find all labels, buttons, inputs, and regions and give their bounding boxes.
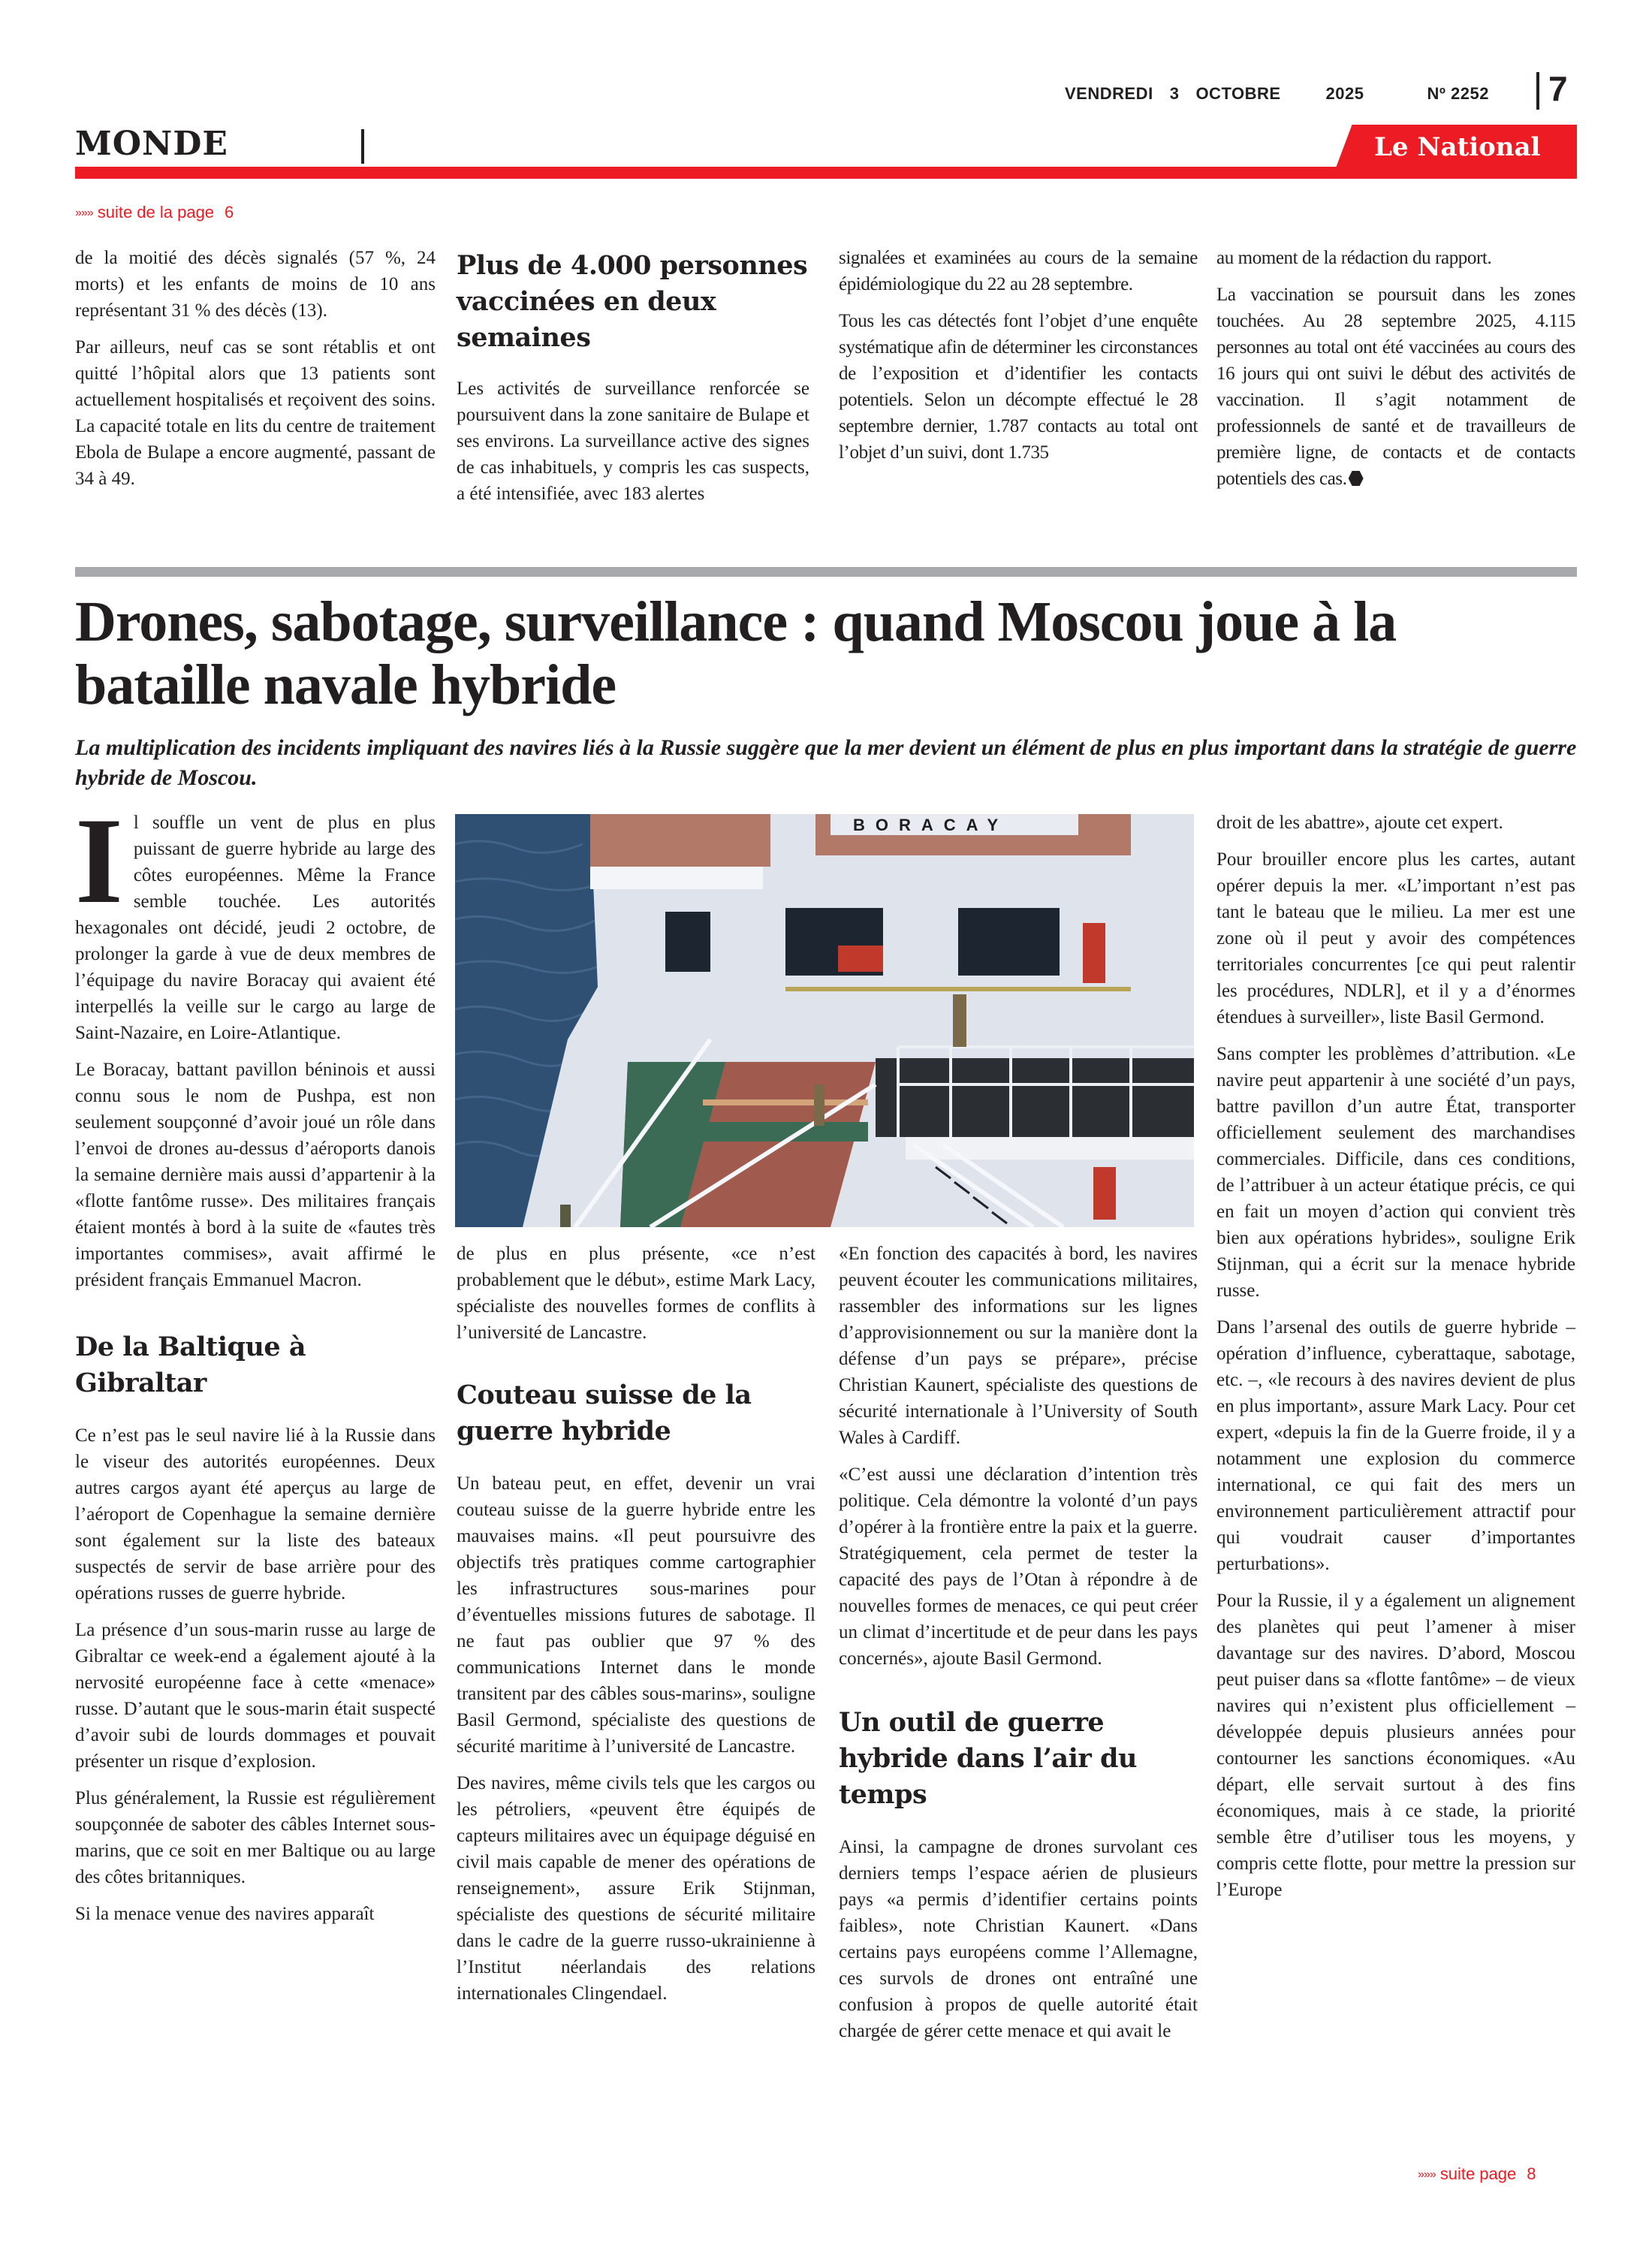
paragraph	[1216, 282, 1575, 492]
lead-paragraph	[75, 793, 436, 1046]
paragraph: Pour la Russie, il y a également un alignement des planètes qui peut l’amener à miser davantage sur des navires. D’abord, Moscou peut puiser dans sa «flotte fantôme» – de vieux navires qui n’existent plus officiellement – développée depuis plusieurs années pour contourner les sanctions économiques. «Au départ, elle servait surtout à des fins économiques, mais à ce stade, la priorité semble être d’utiliser tous les moyens, y compris cette flotte, pour mettre la pression sur l’Europe	[1216, 1591, 1575, 1900]
subheading: De la Baltique à Gibraltar	[75, 1332, 306, 1398]
paragraph: de la moitié des décès signalés (57 %, 24 morts) et les enfants de moins de 10 ans représentant 31 % des décès (13).	[75, 248, 436, 321]
paragraph: La présence d’un sous-marin russe au large de Gibraltar ce week-end a également ajouté à la nervosité européenne face à cette «menace» russe. D’autant que le sous-marin était suspecté d’avoir subi de lourds dommages et pouvait présenter un risque d’explosion.	[75, 1620, 436, 1772]
article-divider	[75, 567, 1577, 577]
paragraph: Sans compter les problèmes d’attribution. «Le navire peut appartenir à une société d’un pays, battre pavillon d’un autre État, transporter officiellement seulement des marchandises commerciales. Difficile, dans ces conditions, de l’attribuer à un acteur étatique précis, ce qui en fait un moyen d’action qui convient très bien aux opérations hybrides», souligne Erik Stijnman, qui a écrit sur la menace hybride russe.	[1216, 1044, 1575, 1301]
paragraph: Tous les cas détectés font l’objet d’une enquête systématique afin de déterminer les circonstances de l’exposition et d’identifier les contacts potentiels. Selon un décompte effectué le 28 septembre dernier, 1.787 contacts au total ont l’objet d’un suivi, dont 1.735	[839, 311, 1198, 463]
ship-deck-illustration	[455, 814, 1194, 1227]
paragraph: Si la menace venue des navires apparaît	[75, 1904, 375, 1924]
subheading: Un outil de guerre hybride dans l’air du temps	[839, 1707, 1137, 1810]
issue-number: Nº 2252	[1427, 84, 1489, 103]
paragraph: Plus généralement, la Russie est régulièrement soupçonnée de saboter des câbles Internet sous-marins, que ce soit en mer Baltique ou au large des côtes britanniques.	[75, 1788, 436, 1887]
ship-name-label: BORACAY	[853, 816, 1009, 834]
dateline-month: OCTOBRE	[1195, 84, 1281, 103]
prev-article-column-2	[457, 248, 809, 517]
dateline-year: 2025	[1325, 84, 1364, 103]
dateline-day: VENDREDI	[1065, 84, 1153, 103]
continuation-arrows-icon: »»»	[1418, 2168, 1436, 2181]
paragraph-text: La vaccination se poursuit dans les zones touchées. Au 28 septembre 2025, 4.115 personnes au total ont été vaccinées au cours des 16 jours qui ont suivi le début des activités de vaccination. Il s’agit notamment de professionnels de santé et de travailleurs de première ligne, de contacts et de contacts potentiels des cas.	[1216, 285, 1575, 489]
article-column-2	[457, 1241, 815, 2017]
article-photo	[455, 814, 1194, 1227]
paragraph: Par ailleurs, neuf cas se sont rétablis et ont quitté l’hôpital alors que 13 patients sont actuellement hospitalisés et reçoivent des soins. La capacité totale en lits du centre de traitement Ebola de Bulape a encore augmenté, passant de 34 à 49.	[75, 337, 436, 489]
paragraph: Des navires, même civils tels que les cargos ou les pétroliers, «peuvent être équipés de capteurs militaires avec un équipage déguisé en civil mais capable de mener des opérations de renseignement», assure Erik Stijnman, spécialiste des questions de sécurité militaire dans le cadre de la guerre russo-ukrainienne à l’Institut néerlandais des relations internationales Clingendael.	[457, 1773, 815, 2004]
continued-from-page: 6	[225, 203, 234, 222]
end-of-article-icon	[1349, 471, 1364, 486]
paragraph: Le Boracay, battant pavillon béninois et aussi connu sous le nom de Pushpa, est non seulement soupçonné d’avoir joué un rôle dans l’envoi de drones au-dessus d’aéroports danois la semaine dernière mais aussi d’appartenir à la «flotte fantôme russe». Des militaires français étaient montés à bord à la suite de «fautes très importantes commises», avait affirmé le président français Emmanuel Macron.	[75, 1060, 436, 1290]
paragraph: droit de les abattre», ajoute cet expert.	[1216, 813, 1503, 833]
section-title: MONDE	[75, 125, 228, 163]
dateline	[1065, 84, 1489, 104]
subheading: Couteau suisse de la guerre hybride	[457, 1380, 752, 1446]
prev-article-column-3	[839, 245, 1198, 476]
section-rule	[361, 129, 364, 164]
continued-to-page: 8	[1527, 2164, 1536, 2183]
paragraph: signalées et examinées au cours de la semaine épidémiologique du 22 au 28 septembre.	[839, 248, 1198, 294]
dateline-date: 3	[1169, 84, 1180, 103]
prev-article-column-1	[75, 245, 436, 502]
paragraph: «C’est aussi une déclaration d’intention très politique. Cela démontre la volonté d’un pays d’opérer à la frontière entre la paix et la guerre. Stratégiquement, cela permet de tester la capacité des pays de l’Otan à répondre à de nouvelles formes de menaces, ce qui peut créer un climat d’incertitude et de peur dans les pays concernés», ajoute Basil Germond.	[839, 1464, 1198, 1669]
paragraph: Ainsi, la campagne de drones survolant ces derniers temps l’espace aérien de plusieurs pays «a permis d’identifier certains points faibles», note Christian Kaunert. «Dans certains pays européens comme l’Allemagne, ces survols de drones ont entraîné une confusion à propos de quelle autorité était chargée de gérer cette menace et qui avait le	[839, 1837, 1198, 2041]
paragraph: Dans l’arsenal des outils de guerre hybride – opération d’influence, cyberattaque, sabotage, etc. –, «le recours à des navires devient de plus en plus important», assure Mark Lacy. Pour cet expert, «depuis la fin de la Guerre froide, il y a notamment une explosion du commerce international, ce qui fait des mers un environnement particulièrement attractif pour qui voudrait causer d’importantes perturbations».	[1216, 1317, 1575, 1574]
paragraph: Un bateau peut, en effet, devenir un vrai couteau suisse de la guerre hybride entre les mauvaises mains. «Il peut poursuivre des objectifs très pratiques comme cartographier les infrastructures sous-marines pour d’éventuelles missions futures de sabotage. Il ne faut pas oublier que 97 % des communications Internet dans le monde transitent par des câbles sous-marins», souligne Basil Germond, spécialiste des questions de sécurité maritime à l’université de Lancastre.	[457, 1473, 815, 1757]
article-column-4	[1216, 810, 1575, 1914]
lead-text: l souffle un vent de plus en plus puissant de guerre hybride au large des côtes européennes. Même la France semble touchée. Les autorités hexagonales ont décidé, jeudi 2 octobre, de prolonger la garde à vue de deux membres de l’équipage du navire Boracay qui avaient été interpellés la veille sur le cargo au large de Saint-Nazaire, en Loire-Atlantique.	[75, 813, 436, 1043]
continuation-arrows-icon: »»»	[75, 207, 93, 219]
paragraph: Les activités de surveillance renforcée se poursuivent dans la zone sanitaire de Bulape et ses environs. La surveillance active des signes de cas inhabituels, y compris les cas suspects, a été intensifiée, avec 183 alertes	[457, 379, 809, 504]
subheading: Plus de 4.000 personnes vaccinées en deux semaines	[457, 250, 808, 353]
paragraph: au moment de la rédaction du rapport.	[1216, 248, 1492, 268]
article-standfirst: La multiplication des incidents impliquant des navires liés à la Russie suggère que la mer devient un élément de plus en plus important dans la stratégie de guerre hybride de Moscou.	[75, 735, 1577, 790]
page-number-divider	[1536, 72, 1539, 110]
paragraph: «En fonction des capacités à bord, les navires peuvent écouter les communications militaires, rassembler des informations sur les lignes d’approvisionnement ou sur la manière dont la défense d’un pays se prépare», précise Christian Kaunert, spécialiste des questions de sécurité internationale à l’University of South Wales à Cardiff.	[839, 1244, 1198, 1448]
page-number: 7	[1548, 69, 1568, 108]
drop-cap: I	[75, 793, 123, 929]
continued-to-link[interactable]	[1418, 2164, 1536, 2184]
continued-to-label: suite page	[1439, 2164, 1517, 2183]
article-column-3	[839, 1241, 1198, 2055]
paragraph: Pour brouiller encore plus les cartes, autant opérer depuis la mer. «L’important n’est pas tant le bateau que le milieu. La mer est une zone où il peut y avoir des compétences territoriales concurrentes [ce qui peut ralentir les procédures, NDLR], et il y a d’énormes étendues à surveiller», liste Basil Germond.	[1216, 849, 1575, 1027]
newspaper-logo: Le National	[1374, 132, 1541, 162]
paragraph: de plus en plus présente, «ce n’est probablement que le début», estime Mark Lacy, spécialiste des nouvelles formes de conflits à l’université de Lancastre.	[457, 1244, 815, 1343]
paragraph: Ce n’est pas le seul navire lié à la Russie dans le viseur des autorités européennes. Deux autres cargos ayant été aperçus au large de l’aéroport de Copenhague la semaine dernière sont également sur la liste des bateaux suspectés de servir de base arrière pour des opérations russes de guerre hybride.	[75, 1425, 436, 1603]
article-column-1	[75, 793, 436, 1938]
continued-from-label: suite de la page	[97, 203, 215, 222]
prev-article-column-4	[1216, 245, 1575, 502]
article-headline: Drones, sabotage, surveillance : quand Moscou joue à la bataille navale hybride	[75, 590, 1397, 716]
continued-from-link[interactable]	[75, 203, 234, 222]
